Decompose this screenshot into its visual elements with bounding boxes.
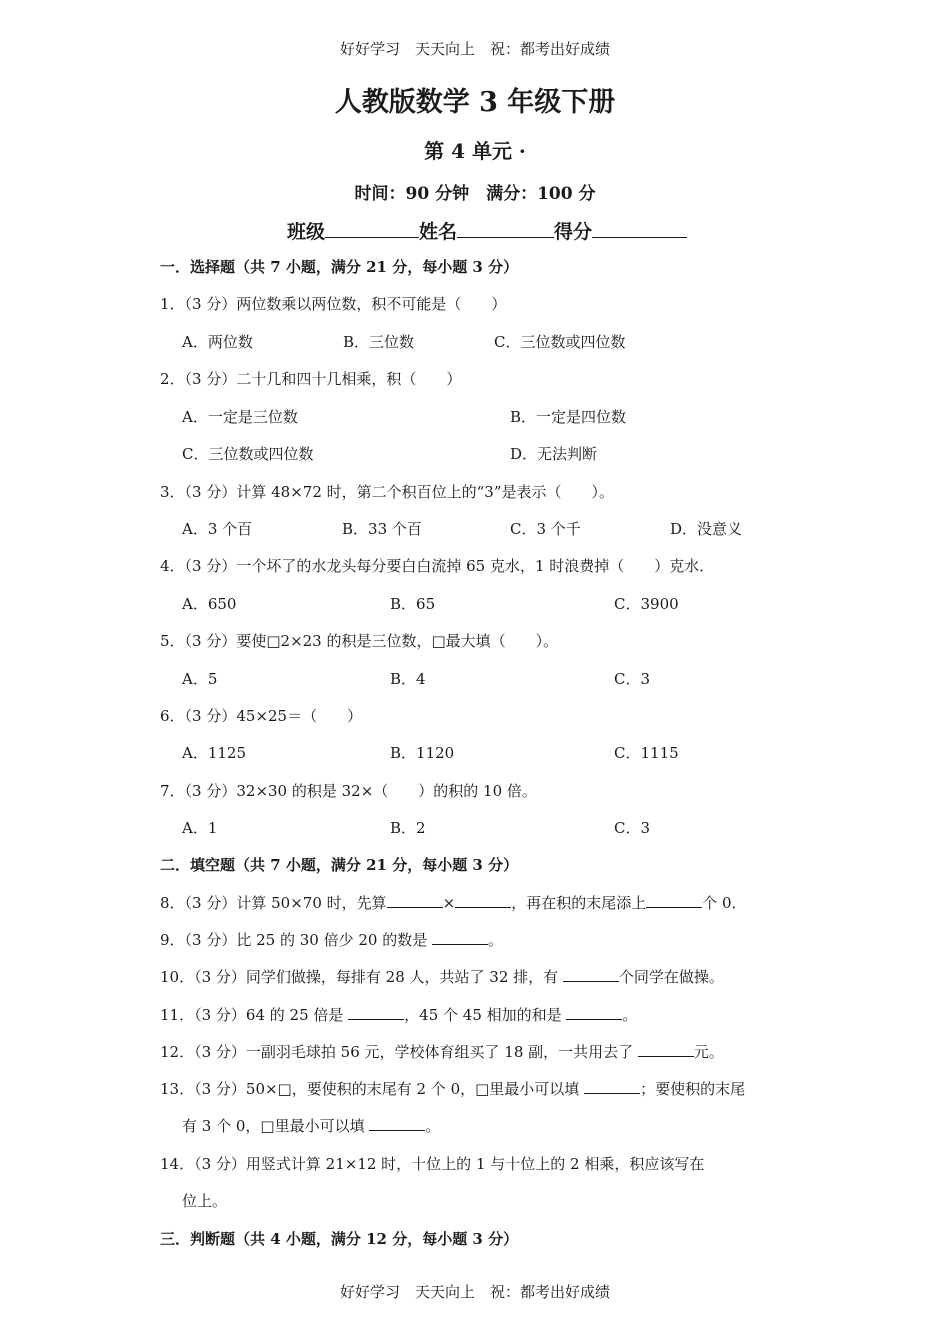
q9-text-1: 9．（3 分）比 25 的 30 倍少 20 的数是 — [160, 931, 432, 949]
q9-text-2: 。 — [488, 931, 504, 949]
q13-text-3: 有 3 个 0，□里最小可以填 — [182, 1117, 370, 1135]
score-blank[interactable] — [592, 219, 687, 238]
q1-option-b[interactable]: B．三位数 — [343, 333, 415, 351]
question-3: 3．（3 分）计算 48×72 时，第二个积百位上的“3”是表示（ ）。 — [160, 483, 615, 501]
score-label: 得分 — [554, 221, 593, 243]
question-9 — [160, 929, 503, 950]
q9-blank[interactable] — [432, 930, 488, 945]
q10-text-2: 个同学在做操。 — [618, 968, 724, 986]
question-14-line-2: 位上。 — [182, 1192, 228, 1210]
q4-option-a[interactable]: A．650 — [182, 595, 237, 613]
q13-text-2: ；要使积的末尾 — [640, 1080, 746, 1098]
q12-blank[interactable] — [638, 1042, 694, 1057]
class-label: 班级 — [287, 221, 326, 243]
question-8 — [160, 892, 747, 913]
question-7: 7．（3 分）32×30 的积是 32×（ ）的积的 10 倍。 — [160, 782, 537, 800]
q4-option-b[interactable]: B．65 — [390, 595, 436, 613]
q7-option-a[interactable]: A．1 — [182, 819, 218, 837]
q3-option-d[interactable]: D．没意义 — [670, 520, 743, 538]
q12-text-2: 元。 — [693, 1043, 724, 1061]
question-5: 5．（3 分）要使□2×23 的积是三位数，□最大填（ ）。 — [160, 632, 559, 650]
q6-option-b[interactable]: B．1120 — [390, 744, 455, 762]
q5-option-c[interactable]: C．3 — [614, 670, 651, 688]
q8-blank-1[interactable] — [387, 893, 443, 908]
q6-option-c[interactable]: C．1115 — [614, 744, 679, 762]
time-score-line: 时间：90 分钟 满分：100 分 — [354, 184, 596, 204]
q8-text-1: 8．（3 分）计算 50×70 时，先算 — [160, 894, 387, 912]
q1-option-a[interactable]: A．两位数 — [182, 333, 253, 351]
q13-blank-1[interactable] — [584, 1079, 640, 1094]
section-choice-heading: 一．选择题（共 7 小题，满分 21 分，每小题 3 分） — [160, 258, 519, 276]
q11-text-2: ，45 个 45 相加的和是 — [404, 1006, 567, 1024]
name-blank[interactable] — [457, 219, 554, 238]
q8-blank-3[interactable] — [646, 893, 702, 908]
q8-blank-2[interactable] — [455, 893, 511, 908]
question-14: 14．（3 分）用竖式计算 21×12 时，十位上的 1 与十位上的 2 相乘，积应该写在 — [160, 1155, 705, 1173]
section-judge-heading: 三．判断题（共 4 小题，满分 12 分，每小题 3 分） — [160, 1230, 519, 1248]
q3-option-b[interactable]: B．33 个百 — [342, 520, 422, 538]
q5-option-b[interactable]: B．4 — [390, 670, 426, 688]
q12-text-1: 12．（3 分）一副羽毛球拍 56 元，学校体育组买了 18 副，一共用去了 — [160, 1043, 638, 1061]
q3-option-c[interactable]: C．3 个千 — [510, 520, 581, 538]
q11-text-1: 11．（3 分）64 的 25 倍是 — [160, 1006, 349, 1024]
q4-option-c[interactable]: C．3900 — [614, 595, 679, 613]
class-blank[interactable] — [325, 219, 419, 238]
q13-text-1: 13．（3 分）50×□，要使积的末尾有 2 个 0，□里最小可以填 — [160, 1080, 585, 1098]
question-2: 2．（3 分）二十几和四十几相乘，积（ ） — [160, 370, 462, 388]
unit-title: 第 4 单元 · — [424, 139, 526, 163]
q8-text-4: 个 0． — [702, 894, 747, 912]
question-13 — [160, 1078, 745, 1099]
q1-option-c[interactable]: C．三位数或四位数 — [494, 333, 626, 351]
q7-option-c[interactable]: C．3 — [614, 819, 651, 837]
question-13-line-2 — [182, 1115, 440, 1136]
q11-blank-2[interactable] — [566, 1005, 622, 1020]
section-fill-heading: 二．填空题（共 7 小题，满分 21 分，每小题 3 分） — [160, 856, 519, 874]
question-6: 6．（3 分）45×25＝（ ） — [160, 707, 363, 725]
student-info-line — [287, 217, 687, 244]
q11-blank-1[interactable] — [348, 1005, 404, 1020]
page-header: 好好学习 天天向上 祝：都考出好成绩 — [339, 40, 610, 58]
question-1: 1．（3 分）两位数乘以两位数，积不可能是（ ） — [160, 295, 507, 313]
q10-blank[interactable] — [563, 967, 619, 982]
q2-option-a[interactable]: A．一定是三位数 — [182, 408, 298, 426]
question-10 — [160, 966, 724, 987]
q11-text-3: 。 — [622, 1006, 638, 1024]
q5-option-a[interactable]: A．5 — [182, 670, 218, 688]
q6-option-a[interactable]: A．1125 — [182, 744, 247, 762]
q8-text-2: × — [442, 894, 456, 912]
page-footer: 好好学习 天天向上 祝：都考出好成绩 — [339, 1283, 610, 1301]
q8-text-3: ，再在积的末尾添上 — [511, 894, 647, 912]
question-12 — [160, 1041, 724, 1062]
question-11 — [160, 1004, 637, 1025]
page-title: 人教版数学 3 年级下册 — [334, 87, 616, 118]
q13-blank-2[interactable] — [369, 1116, 425, 1131]
q3-option-a[interactable]: A．3 个百 — [182, 520, 253, 538]
q13-text-4: 。 — [425, 1117, 441, 1135]
q7-option-b[interactable]: B．2 — [390, 819, 426, 837]
question-4: 4．（3 分）一个坏了的水龙头每分要白白流掉 65 克水，1 时浪费掉（ ）克水． — [160, 557, 715, 575]
q10-text-1: 10．（3 分）同学们做操，每排有 28 人，共站了 32 排，有 — [160, 968, 563, 986]
name-label: 姓名 — [419, 221, 458, 243]
q2-option-d[interactable]: D．无法判断 — [510, 445, 598, 463]
q2-option-c[interactable]: C．三位数或四位数 — [182, 445, 314, 463]
q2-option-b[interactable]: B．一定是四位数 — [510, 408, 627, 426]
